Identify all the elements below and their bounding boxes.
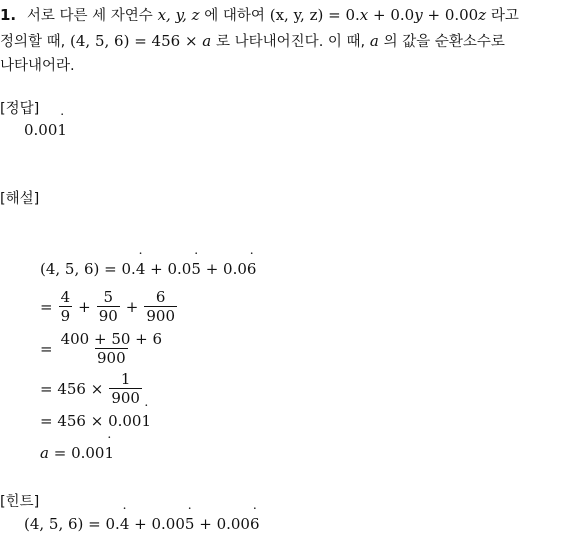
step-text: + 0.0 (150, 260, 192, 278)
denominator: 900 (97, 349, 126, 367)
step-text: = 456 × 0.00 (40, 412, 142, 430)
solution-step-1 (40, 260, 256, 278)
repeating-digit-z: ˙ z (478, 6, 486, 24)
problem-text: 에 대하여 (204, 8, 265, 24)
answer-heading: [정답] (0, 101, 40, 117)
fraction (144, 288, 177, 325)
step-text: = 456 × (40, 379, 104, 398)
repeating-digit: ˙ 1 (141, 412, 151, 430)
solution-step-5 (40, 412, 151, 430)
problem-number: 1. (0, 6, 17, 24)
fraction (59, 288, 73, 325)
repeating-digit-x: ˙ x (360, 6, 368, 24)
fraction (59, 330, 164, 367)
repeating-digit: ˙ 4 (136, 260, 146, 278)
problem-text: 정의할 때, (0, 34, 66, 50)
solution-heading: [해설] (0, 191, 40, 207)
repeating-digit: ˙ 1 (104, 444, 114, 462)
solution-step-2 (40, 288, 179, 325)
problem-text: 의 값을 순환소수로 (383, 34, 505, 50)
denominator: 90 (98, 307, 118, 325)
denominator: 900 (111, 389, 140, 407)
solution-step-6 (40, 444, 114, 462)
repeating-digit: ˙ 5 (191, 260, 201, 278)
step-text: = 0.00 (53, 444, 105, 462)
solution-step-4 (40, 370, 144, 407)
variable-a: a (40, 444, 49, 462)
repeating-digit: ˙ 4 (120, 515, 130, 533)
answer-value (24, 121, 67, 139)
fraction (97, 288, 120, 325)
step-text: (4, 5, 6) = 0. (40, 260, 136, 278)
repeating-digit: ˙ 5 (185, 515, 195, 533)
hint-equation (24, 515, 260, 533)
step-text: + 0.00 (134, 515, 185, 533)
plus-sign: + (125, 297, 139, 316)
numerator: 400 + 50 + 6 (60, 330, 163, 348)
problem-rhs: + 0.0 (373, 6, 415, 24)
numerator: 4 (60, 288, 71, 306)
problem-rhs: + 0.00 (427, 6, 479, 24)
hint-heading: [힌트] (0, 494, 40, 510)
plus-sign: + (78, 297, 91, 316)
step-text: + 0.0 (205, 260, 247, 278)
denominator: 900 (146, 307, 176, 325)
repeating-digit: ˙ 1 (57, 121, 67, 139)
problem-triple: (x, y, z) = 0. (269, 6, 360, 24)
problem-triple: (4, 5, 6) = 456 × (70, 32, 198, 50)
problem-vars: x, y, z (157, 6, 200, 24)
problem-var: a (369, 32, 379, 50)
solution-step-3 (40, 330, 166, 367)
answer-prefix: 0.00 (24, 121, 58, 139)
problem-var: a (202, 32, 212, 50)
equals-sign: = (40, 297, 53, 316)
repeating-digit-y: ˙ y (414, 6, 422, 24)
step-text: + 0.00 (199, 515, 250, 533)
problem-line-3: 나타내어라. (0, 58, 75, 74)
equals-sign: = (40, 339, 53, 358)
numerator: 5 (103, 288, 114, 306)
fraction (109, 370, 142, 407)
problem-line-2 (0, 30, 505, 51)
repeating-digit: ˙ 6 (247, 260, 257, 278)
step-text: (4, 5, 6) = 0. (24, 515, 120, 533)
problem-text: 라고 (490, 8, 519, 24)
repeating-digit: ˙ 6 (250, 515, 260, 533)
numerator: 6 (155, 288, 166, 306)
numerator: 1 (120, 370, 131, 388)
problem-line-1 (0, 4, 519, 25)
problem-text: 로 나타내어진다. 이 때, (216, 34, 366, 50)
problem-text: 서로 다른 세 자연수 (26, 8, 153, 24)
denominator: 9 (60, 307, 71, 325)
